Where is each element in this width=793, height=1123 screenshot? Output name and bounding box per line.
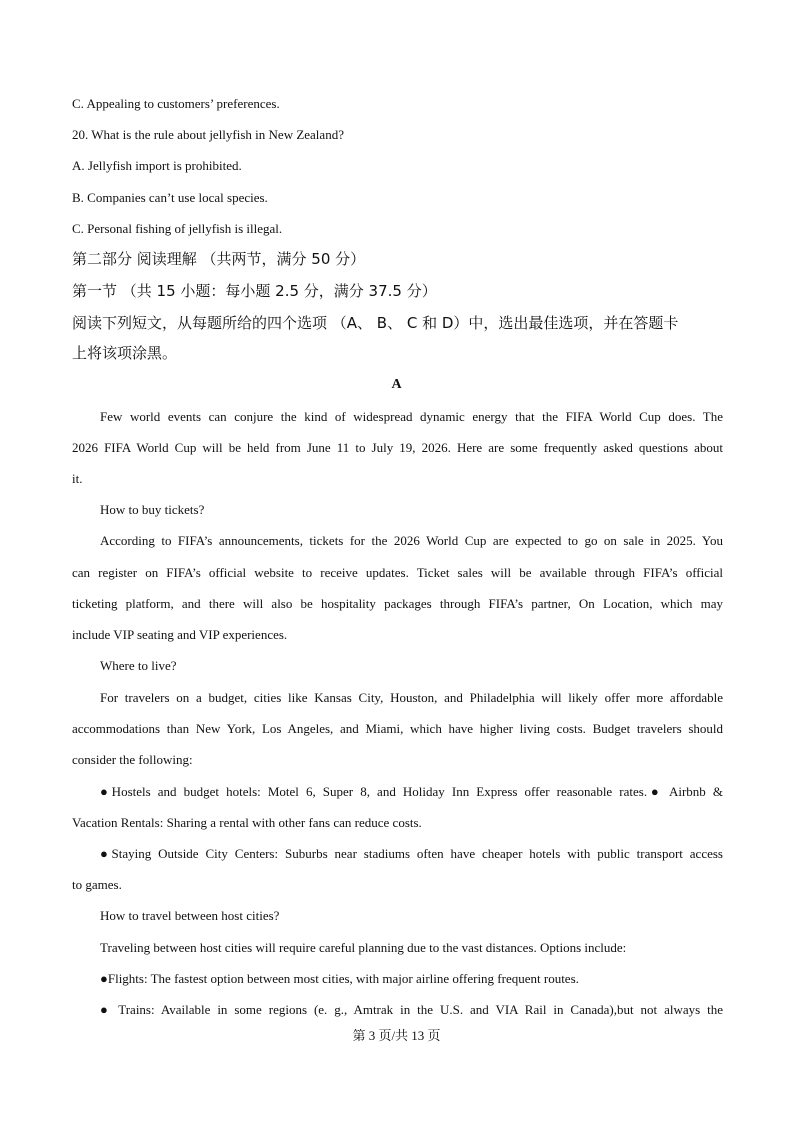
passage-p1-line1: Few world events can conjure the kind of widespread dynamic energy that the FIFA World Cup does. The — [100, 409, 723, 424]
question-travel: How to travel between host cities? — [100, 908, 280, 923]
q20-option-a: A. Jellyfish import is prohibited. — [72, 158, 242, 173]
passage-p2-line3: ticketing platform, and there will also be hospitality packages through FIFA’s partner, On Location, which may — [72, 596, 723, 611]
instruction-line-1: 阅读下列短文，从每题所给的四个选项 （A、 B、 C 和 D）中，选出最佳选项，并在答题卡 — [72, 314, 679, 332]
q20-stem: 20. What is the rule about jellyfish in New Zealand? — [72, 127, 344, 142]
bullet-outside-centers-line1: ●Staying Outside City Centers: Suburbs near stadiums often have cheaper hotels with public transport access — [100, 846, 723, 861]
page-number: 第 3 页/共 13 页 — [352, 1028, 441, 1043]
passage-p4-line1: Traveling between host cities will require careful planning due to the vast distances. Options include: — [100, 940, 627, 955]
passage-p2-line2: can register on FIFA’s official website to receive updates. Ticket sales will be available through FIFA’s official — [72, 565, 723, 580]
q20-option-c: C. Personal fishing of jellyfish is illegal. — [72, 221, 283, 236]
part-title: 第二部分 阅读理解 （共两节，满分 50 分） — [72, 250, 366, 268]
passage-p2-line1: According to FIFA’s announcements, tickets for the 2026 World Cup are expected to go on sale in 2025. You — [100, 533, 723, 548]
question-tickets: How to buy tickets? — [100, 502, 205, 517]
passage-label: A — [391, 377, 402, 392]
q20-option-b: B. Companies can’t use local species. — [72, 190, 268, 205]
passage-p3-line3: consider the following: — [72, 752, 193, 767]
q19-option-c: C. Appealing to customers’ preferences. — [72, 96, 280, 111]
bullet-hostels-line1: ●Hostels and budget hotels: Motel 6, Super 8, and Holiday Inn Express offer reasonable rates.● Airbnb & — [100, 784, 723, 799]
instruction-line-2: 上将该项涂黑。 — [72, 344, 178, 362]
passage-p2-line4: include VIP seating and VIP experiences. — [72, 627, 288, 642]
passage-p3-line1: For travelers on a budget, cities like Kansas City, Houston, and Philadelphia will likely offer more affordable — [100, 690, 723, 705]
question-where-to-live: Where to live? — [100, 658, 177, 673]
bullet-trains-line1: ● Trains: Available in some regions (e. g., Amtrak in the U.S. and VIA Rail in Canada),but not always the — [100, 1002, 723, 1017]
passage-p3-line2: accommodations than New York, Los Angeles, and Miami, which have higher living costs. Budget travelers should — [72, 721, 723, 736]
bullet-outside-centers-line2: to games. — [72, 877, 122, 892]
bullet-hostels-line2: Vacation Rentals: Sharing a rental with other fans can reduce costs. — [72, 815, 422, 830]
bullet-flights: ●Flights: The fastest option between most cities, with major airline offering frequent routes. — [100, 971, 579, 986]
passage-p1-line3: it. — [72, 471, 83, 486]
section-subtitle: 第一节 （共 15 小题：每小题 2.5 分，满分 37.5 分） — [72, 282, 437, 300]
passage-p1-line2: 2026 FIFA World Cup will be held from June 11 to July 19, 2026. Here are some frequently asked questions about — [72, 440, 723, 455]
